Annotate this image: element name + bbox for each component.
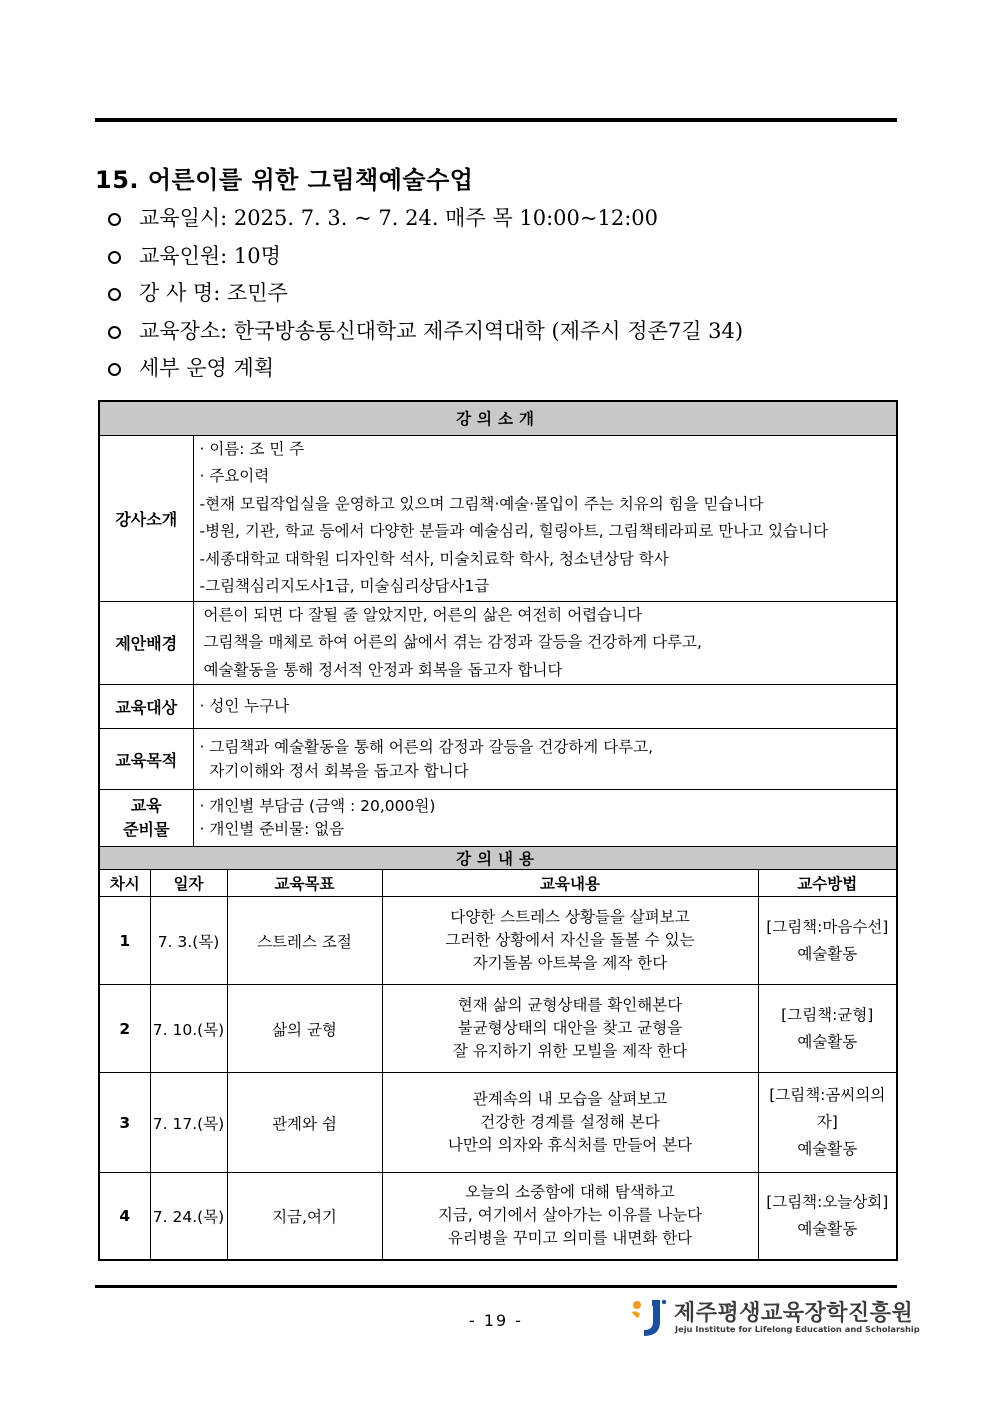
session-content-line: 유리병을 꾸미고 의미를 내면화 한다 — [447, 1229, 693, 1248]
bullet-instructor — [108, 275, 898, 313]
circle-bullet-icon — [108, 326, 121, 339]
session-method-line: [그림책:오늘상회] — [766, 1192, 889, 1211]
circle-bullet-icon — [108, 288, 121, 301]
col-header-goal: 교육목표 — [227, 870, 382, 897]
session-row — [99, 985, 897, 1073]
bullet-capacity — [108, 238, 898, 276]
materials-label-line: 교육 — [130, 796, 162, 815]
col-header-session: 차시 — [99, 870, 150, 897]
session-content — [382, 985, 758, 1073]
session-content-line: 다양한 스트레스 상황들을 살펴보고 — [450, 908, 690, 926]
instructor-line: -현재 모립작업실을 운영하고 있으며 그림책·예술·몰입이 주는 치유의 힘을 믿습니다 — [199, 494, 764, 513]
session-number: 1 — [99, 897, 150, 985]
materials-details — [193, 790, 897, 847]
org-logo — [628, 1296, 920, 1340]
col-header-date: 일자 — [150, 870, 227, 897]
session-method-line: 자] — [816, 1113, 838, 1131]
section-heading: 15. 어른이를 위한 그림책예술수업 — [95, 166, 474, 194]
session-content — [382, 1173, 758, 1260]
session-content — [382, 897, 758, 985]
session-content-line: 나만의 의자와 휴식처를 만들어 본다 — [447, 1136, 693, 1154]
session-content-line: 지금, 여기에서 살아가는 이유를 나눈다 — [437, 1206, 703, 1225]
overview-list — [108, 200, 898, 388]
session-row — [99, 1173, 897, 1260]
session-content-line: 현재 삶의 균형상태를 확인해본다 — [457, 996, 683, 1014]
instructor-line: · 주요이력 — [199, 467, 270, 485]
circle-bullet-icon — [108, 213, 121, 226]
session-method — [758, 897, 897, 985]
session-method-line: 예술활동 — [797, 1219, 858, 1238]
col-header-content: 교육내용 — [382, 870, 758, 897]
instructor-line: -병원, 기관, 학교 등에서 다양한 분들과 예술심리, 힐링아트, 그림책테라피로 만나고 있습니다 — [199, 522, 829, 540]
session-number: 4 — [99, 1173, 150, 1260]
materials-line: · 개인별 부담금 (금액 : 20,000원) — [199, 797, 436, 815]
footer-rule — [95, 1285, 897, 1288]
session-goal: 스트레스 조절 — [227, 897, 382, 985]
session-row — [99, 897, 897, 985]
session-method-line: 예술활동 — [797, 944, 858, 963]
bullet-schedule — [108, 200, 898, 238]
intro-section-title: 강의소개 — [99, 401, 897, 435]
goal-line: · 그림책과 예술활동을 통해 어른의 감정과 갈등을 건강하게 다루고, — [199, 738, 654, 756]
session-content-line: 건강한 경계를 설정해 본다 — [480, 1113, 660, 1131]
session-goal: 삶의 균형 — [227, 985, 382, 1073]
target-label: 교육대상 — [99, 685, 193, 729]
bullet-plan — [108, 350, 898, 388]
instructor-line: · 이름: 조 민 주 — [199, 439, 305, 458]
session-content-line: 자기돌봄 아트북을 제작 한다 — [472, 954, 668, 972]
session-number: 2 — [99, 985, 150, 1073]
session-method-line: 예술활동 — [797, 1032, 858, 1051]
page-number: - 19 - — [468, 1311, 524, 1330]
org-name: 제주평생교육장학진흥원 — [674, 1301, 914, 1326]
jeju-institute-logo-icon — [628, 1296, 672, 1340]
session-date: 7. 3.(목) — [150, 897, 227, 985]
session-content — [382, 1073, 758, 1173]
target-text: · 성인 누구나 — [193, 685, 897, 729]
background-details — [193, 601, 897, 685]
session-date: 7. 24.(목) — [150, 1173, 227, 1260]
session-content-line: 잘 유지하기 위한 모빌을 제작 한다 — [452, 1042, 688, 1060]
session-content-line: 오늘의 소중함에 대해 탐색하고 — [465, 1183, 675, 1202]
instructor-line: -세종대학교 대학원 디자인학 석사, 미술치료학 학사, 청소년상담 학사 — [199, 549, 669, 568]
background-line: 예술활동을 통해 정서적 안정과 회복을 돕고자 합니다 — [203, 660, 563, 679]
session-method — [758, 1073, 897, 1173]
goal-line: 자기이해와 정서 회복을 돕고자 합니다 — [199, 762, 469, 780]
org-name-en: Jeju Institute for Lifelong Education and Scholarship — [675, 1324, 920, 1334]
instructor-label: 강사소개 — [99, 435, 193, 601]
session-number: 3 — [99, 1073, 150, 1173]
session-method-line: [그림책:마음수선] — [766, 917, 889, 936]
background-line: 그림책을 매체로 하여 어른의 삶에서 겪는 감정과 갈등을 건강하게 다루고, — [203, 633, 702, 651]
session-date: 7. 17.(목) — [150, 1073, 227, 1173]
course-plan-table — [98, 400, 898, 1261]
session-content-line: 관계속의 내 모습을 살펴보고 — [472, 1090, 668, 1108]
materials-label-line: 준비물 — [123, 820, 170, 839]
background-label: 제안배경 — [99, 601, 193, 685]
session-method-line: 예술활동 — [797, 1140, 858, 1158]
goal-label: 교육목적 — [99, 729, 193, 790]
background-line: 어른이 되면 다 잘될 줄 알았지만, 어른의 삶은 여전히 어렵습니다 — [203, 605, 643, 624]
session-content-line: 불균형상태의 대안을 찾고 균형을 — [457, 1019, 683, 1037]
content-section-title: 강의내용 — [99, 847, 897, 870]
bullet-text: 교육인원: 10명 — [139, 243, 281, 268]
session-row — [99, 1073, 897, 1173]
bullet-text: 세부 운영 계획 — [139, 356, 275, 380]
session-date: 7. 10.(목) — [150, 985, 227, 1073]
session-method — [758, 985, 897, 1073]
instructor-details — [193, 435, 897, 601]
session-goal: 지금,여기 — [227, 1173, 382, 1260]
col-header-method: 교수방법 — [758, 870, 897, 897]
session-method — [758, 1173, 897, 1260]
header-rule — [95, 118, 897, 122]
session-method-line: [그림책:곰씨의의 — [769, 1086, 886, 1104]
session-method-line: [그림책:균형] — [781, 1005, 874, 1024]
materials-label — [99, 790, 193, 847]
session-goal: 관계와 쉼 — [227, 1073, 382, 1173]
bullet-text: 교육장소: 한국방송통신대학교 제주지역대학 (제주시 정존7길 34) — [139, 318, 744, 343]
materials-line: · 개인별 준비물: 없음 — [199, 820, 345, 838]
circle-bullet-icon — [108, 363, 121, 376]
session-content-line: 그러한 상황에서 자신을 돌볼 수 있는 — [445, 931, 695, 949]
instructor-line: -그림책심리지도사1급, 미술심리상담사1급 — [199, 577, 490, 595]
goal-details — [193, 729, 897, 790]
bullet-text: 강 사 명: 조민주 — [139, 281, 288, 305]
bullet-location — [108, 313, 898, 351]
circle-bullet-icon — [108, 251, 121, 264]
bullet-text: 교육일시: 2025. 7. 3. ~ 7. 24. 매주 목 10:00~12:00 — [139, 206, 659, 230]
